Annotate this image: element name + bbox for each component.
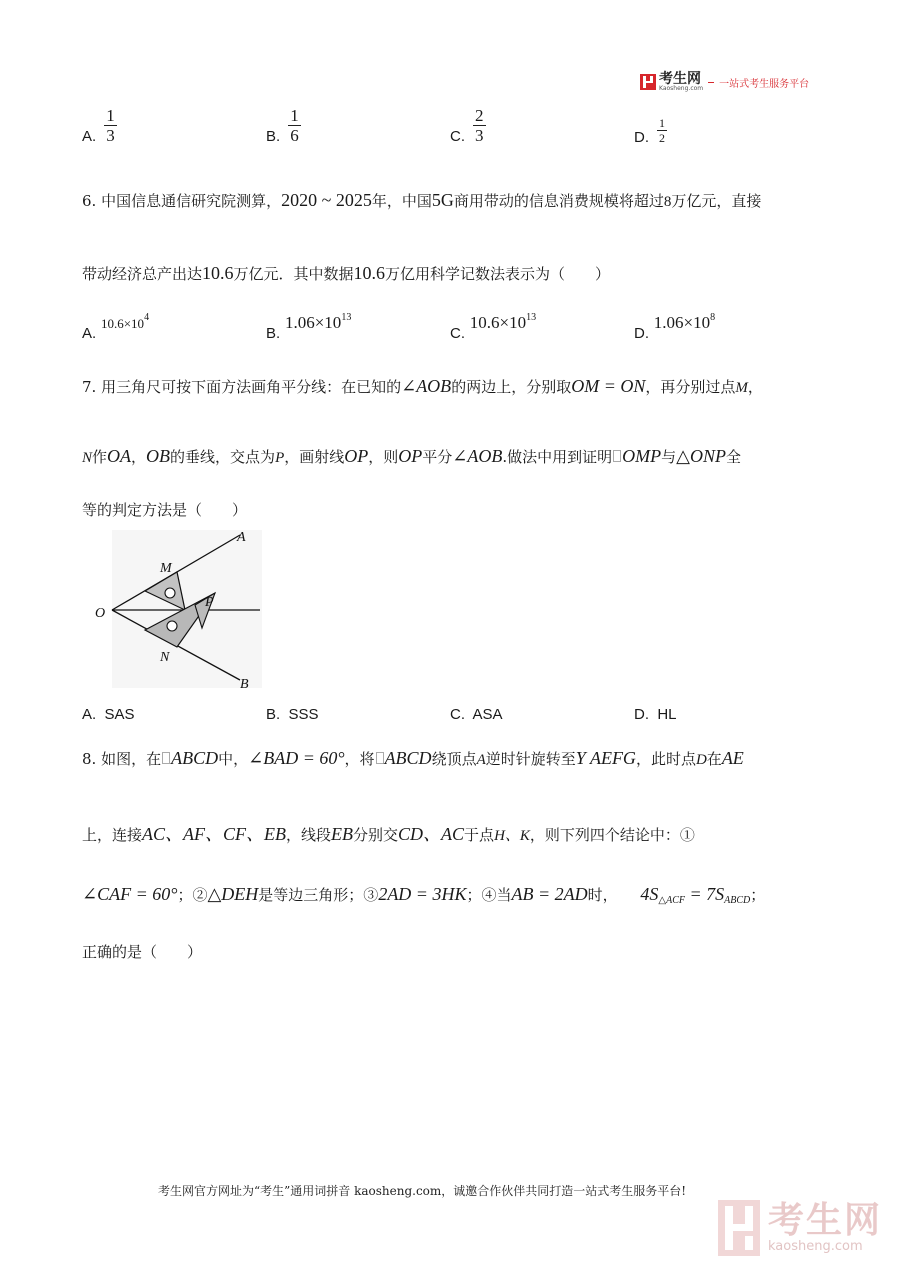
- q7-figure: [90, 525, 270, 695]
- footer-text: 考生网官方网址为“考生”通用词拼音 kaosheng.com，诚邀合作伙伴共同打造一站式考生服务平台!: [158, 1184, 687, 1198]
- q6-option-b[interactable]: B. $1.06\times 10^{13}$: [266, 312, 352, 342]
- watermark-url: kaosheng.com: [768, 1239, 863, 1255]
- logo-icon: [640, 74, 656, 90]
- q7-option-a[interactable]: A. SAS: [82, 706, 135, 723]
- logo-url: Kaosheng.com: [659, 85, 704, 92]
- q6-option-c[interactable]: C. $10.6\times 10^{13}$: [450, 312, 537, 342]
- fraction: $\frac{1}{6}$: [290, 105, 299, 145]
- fraction: $\frac{2}{3}$: [475, 105, 484, 145]
- label-m: M: [160, 561, 172, 576]
- q5-option-c[interactable]: C. $\frac{2}{3}$: [450, 105, 484, 145]
- watermark-logo-icon: [716, 1198, 762, 1258]
- q5-option-b[interactable]: B. $\frac{1}{6}$: [266, 105, 299, 145]
- logo-name: 考生网: [659, 71, 701, 87]
- q8-line-1: 8. 如图，在 ABCD中，∠BAD = 60°，将 ABCD绕顶点A逆时针旋转至Y AEFG，此时点D在AE: [82, 748, 744, 768]
- label-n: N: [160, 650, 170, 665]
- label-b: B: [240, 677, 249, 692]
- fraction: $\frac{1}{2}$: [659, 115, 665, 145]
- fraction: $\frac{1}{3}$: [106, 105, 115, 145]
- ruler-hole-bottom: [167, 621, 177, 631]
- q7-line-2: N作OA，OB的垂线，交点为P，画射线OP，则OP平分∠AOB.做法中用到证明 OMP与△ONP全: [82, 446, 742, 466]
- q5-option-d[interactable]: D. $\frac{1}{2}$: [634, 115, 665, 146]
- q7-option-d[interactable]: D. HL: [634, 706, 677, 723]
- watermark: [716, 1198, 882, 1258]
- watermark-text: 考生网: [768, 1200, 883, 1242]
- q8-line-4: 正确的是（ ）: [82, 943, 203, 961]
- q6-option-d[interactable]: D. $1.06\times 10^8$: [634, 312, 716, 342]
- label-o: O: [95, 606, 106, 621]
- q6-line-1: 6. 中国信息通信研究院测算，2020 ~ 2025年，中国5G商用带动的信息消费规模将超过8万亿元，直接: [82, 190, 762, 210]
- logo-slogan: 一站式考生服务平台: [719, 78, 810, 90]
- q5-option-a[interactable]: A. $\frac{1}{3}$: [82, 105, 115, 145]
- label-a: A: [237, 530, 246, 545]
- q6-option-a[interactable]: A. $10.6\times 10^4$: [82, 312, 150, 342]
- q7-line-1: 7. 用三角尺可按下面方法画角平分线：在已知的∠AOB的两边上，分别取OM = ON，再分别过点M，: [82, 376, 763, 396]
- q7-option-b[interactable]: B. SSS: [266, 706, 319, 723]
- header-logo: [640, 72, 809, 92]
- label-p: P: [205, 595, 214, 610]
- q8-line-3: ∠CAF = 60°；②△DEH是等边三角形；③2AD = 3HK；④当AB = 2AD时， $4S_{\triangle ACF} = 7S_{ABCD}$；: [82, 884, 766, 906]
- q7-line-3: 等的判定方法是（ ）: [82, 501, 248, 519]
- ruler-hole-top: [165, 588, 175, 598]
- q8-line-2: 上，连接AC、AF、CF、EB，线段EB分别交CD、AC于点H、K，则下列四个结论中：①: [82, 824, 695, 844]
- q7-option-c[interactable]: C. ASA: [450, 706, 503, 723]
- q6-line-2: 带动经济总产出达10.6万亿元．其中数据10.6万亿用科学记数法表示为（ ）: [82, 263, 611, 283]
